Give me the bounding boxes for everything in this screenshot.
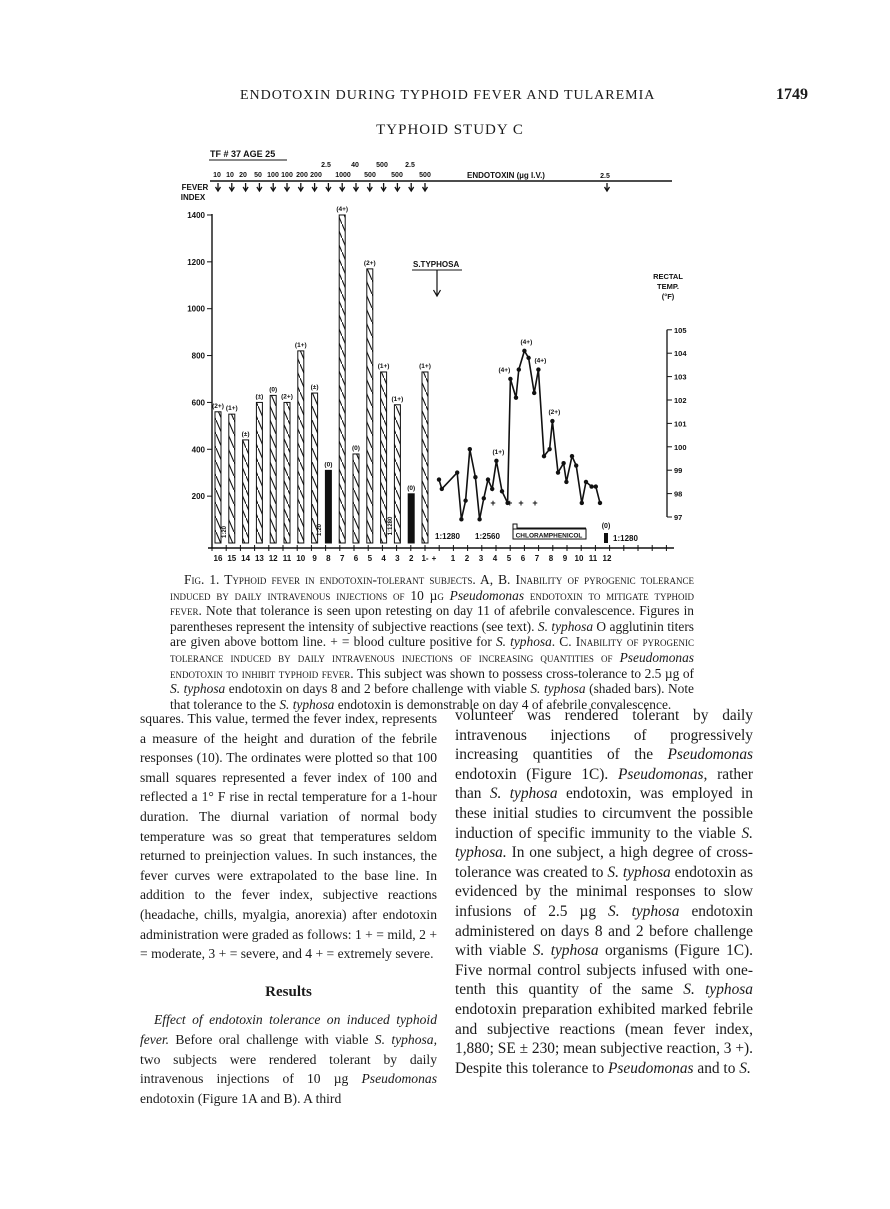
temperature-point: [594, 484, 598, 488]
text-segment: This subject was shown to possess cross-tolerance to 2.5 µg of: [353, 665, 694, 681]
x-tick-label: 16: [213, 554, 223, 563]
x-tick-label: +: [431, 554, 437, 563]
injection-arrow-icon: [340, 183, 345, 191]
temperature-point: [556, 470, 560, 474]
blood-culture-positive-marker: +: [490, 498, 496, 508]
dose-label: 500: [364, 172, 376, 179]
blood-culture-positive-marker: +: [507, 498, 513, 508]
titer-label: 1:1280: [613, 534, 638, 543]
temperature-point: [440, 487, 444, 491]
reaction-label: (±): [310, 384, 319, 392]
text-segment: S. typhosa: [495, 634, 552, 650]
fever-index-bar: [422, 372, 428, 543]
figure-title: TYPHOID STUDY C: [376, 122, 524, 138]
text-segment: endotoxin (Figure 1A and B). A third: [140, 1090, 342, 1106]
injection-arrow-icon: [423, 183, 428, 191]
fever-index-bar: [367, 269, 373, 543]
reaction-label: (2+): [363, 259, 376, 267]
x-tick-label: 3: [478, 554, 484, 563]
body-paragraph: [455, 706, 753, 1078]
fever-index-bar: [381, 372, 387, 543]
temp-tick-label: 101: [674, 419, 687, 429]
temperature-point: [490, 487, 494, 491]
temperature-curve: [439, 351, 600, 519]
reaction-label: (1+): [377, 362, 390, 370]
text-segment: endotoxin is demonstrable on day 4 of afebrile convalescence.: [334, 696, 672, 712]
text-segment: organisms (Figure 1C). Five normal control subjects infused with one-tenth this quantity of the same: [455, 942, 754, 999]
temperature-point: [522, 349, 526, 353]
endotoxin-axis-label: ENDOTOXIN (µg I.V.): [467, 171, 545, 180]
text-segment: S. typhosa: [170, 681, 226, 697]
temp-tick-label: 98: [674, 489, 683, 499]
temperature-point: [542, 454, 546, 458]
x-tick-label: 9: [562, 554, 568, 563]
running-head: ENDOTOXIN DURING TYPHOID FEVER AND TULAREMIA: [240, 88, 656, 103]
temp-tick-label: 97: [674, 513, 683, 522]
temperature-point: [574, 463, 578, 467]
fever-index-bar: [339, 215, 345, 543]
reaction-label: (1+): [391, 395, 404, 403]
temperature-point: [494, 459, 498, 463]
injection-arrow-icon: [367, 183, 372, 191]
titer-label: 1:20: [317, 523, 323, 537]
text-segment: Effect of endotoxin tolerance on induced typhoid fever.: [140, 1012, 437, 1047]
temperature-point: [536, 367, 540, 371]
fever-index-bar: [229, 414, 235, 543]
chloramphenicol-label: CHLORAMPHENICOL: [515, 532, 583, 540]
temperature-point: [482, 496, 486, 500]
fever-index-bar: [215, 412, 221, 543]
dose-label: 500: [391, 172, 403, 179]
text-segment: S. typhosa: [532, 942, 599, 960]
temperature-point: [561, 461, 565, 465]
text-segment: S. typhosa: [607, 863, 671, 881]
section-heading-results: Results: [265, 983, 312, 1000]
x-tick-label: 2: [408, 554, 414, 563]
text-segment: S.: [739, 1059, 751, 1077]
temperature-point: [547, 447, 551, 451]
challenge-label: S.TYPHOSA: [413, 260, 460, 269]
x-tick-label: 12: [268, 554, 278, 563]
temperature-point: [477, 517, 481, 521]
x-tick-label: 13: [254, 554, 264, 563]
temperature-point: [514, 395, 518, 399]
y-axis-label: FEVER: [181, 183, 209, 192]
injection-arrow-icon: [381, 183, 386, 191]
dose-label: 10: [226, 172, 234, 179]
injection-arrow-icon: [271, 183, 276, 191]
x-tick-label: 9: [312, 554, 317, 563]
text-segment: Inability of pyrogenic tolerance induced by daily intravenous injections of increasing quantities of: [170, 634, 695, 665]
temperature-point: [500, 489, 504, 493]
challenge-arrow-icon: [434, 270, 441, 296]
blood-culture-positive-marker: +: [518, 498, 524, 508]
fever-index-bar: [325, 470, 331, 543]
text-segment: endotoxin as evidenced by the minimal responses to slow infusions of 2.5 µg: [455, 863, 753, 920]
temperature-point: [570, 454, 574, 458]
x-tick-label: 11: [588, 554, 598, 563]
blood-culture-positive-marker: +: [532, 498, 538, 508]
temperature-point: [550, 419, 554, 423]
fever-index-bar: [394, 405, 400, 543]
fever-index-bar: [284, 402, 290, 543]
reaction-label: (4+): [520, 338, 533, 346]
reaction-label: (2+): [212, 402, 224, 410]
text-segment: endotoxin (Figure 1C).: [455, 765, 619, 783]
injection-arrow-icon: [605, 183, 610, 191]
text-segment: . C.: [551, 634, 576, 650]
titer-label: 1:2560: [475, 532, 500, 541]
injection-arrow-icon: [216, 183, 221, 191]
reaction-label: (0): [324, 461, 333, 469]
text-segment: S. typhosa: [683, 981, 753, 999]
temperature-point: [508, 377, 512, 381]
text-segment: endotoxin administered on days 8 and 2 before challenge with viable: [455, 902, 753, 960]
reaction-label: (0): [601, 523, 611, 530]
reaction-label: (4+): [534, 357, 547, 365]
late-dose-label: 2.5: [600, 173, 610, 180]
text-segment: and to: [693, 1059, 740, 1077]
text-segment: Pseudomonas: [667, 746, 753, 764]
left-column: [140, 709, 437, 1108]
text-segment: S. typhosa: [608, 902, 680, 920]
dose-label: 500: [376, 162, 388, 169]
dose-label: 50: [254, 172, 262, 179]
reaction-label: (4+): [336, 205, 349, 213]
temperature-point: [532, 391, 536, 395]
fever-index-bar: [353, 454, 359, 543]
text-segment: volunteer was rendered tolerant by daily intravenous injections of progressively increasing quantities of the: [455, 707, 753, 764]
x-tick-label: 5: [367, 554, 373, 563]
injection-arrow-icon: [409, 183, 414, 191]
temperature-point: [580, 501, 584, 505]
y-tick-label: 200: [191, 492, 205, 502]
x-tick-label: 7: [534, 554, 540, 563]
dose-label: 200: [296, 172, 308, 179]
text-segment: A, B.: [475, 572, 516, 587]
text-segment: endotoxin on days 8 and 2 before challenge with viable: [225, 681, 531, 697]
temperature-point: [589, 484, 593, 488]
x-tick-label: 11: [282, 554, 292, 563]
text-segment: Inability of pyrogenic tolerance induced by daily intravenous injections of: [170, 572, 694, 603]
x-tick-label: 1: [450, 554, 456, 563]
dose-label: 10: [213, 172, 221, 179]
temp-tick-label: 104: [674, 349, 687, 359]
injection-arrow-icon: [312, 183, 317, 191]
temperature-point: [459, 517, 463, 521]
titer-label: 1:1280: [388, 516, 394, 536]
dose-label: 2.5: [405, 162, 415, 169]
temperature-point: [455, 470, 459, 474]
text-segment: In one subject, a high degree of cross-tolerance was created to: [455, 844, 753, 881]
body-paragraph: [140, 1010, 437, 1108]
titer-label: 1:1280: [435, 532, 460, 541]
figure-1-chart: [0, 0, 890, 580]
injection-arrow-icon: [243, 183, 248, 191]
dose-label: 20: [239, 172, 247, 179]
dose-label: 500: [419, 172, 431, 179]
text-segment: squares. This value, termed the fever index, represents a measure of the height and duration of the febrile responses (10). The ordinates were plotted so that 100 small squares represented a fever index of 100 and reflected a 1° F rise in rectal temperature for a 1-hour duration. The diurnal variation of normal body temperature was so great that temperatures seldom returned to preinjection values. In such instances, the fever curves were extrapolated to the base line. In addition to the fever index, subjective reactions (headache, chills, myalgia, anorexia) after endotoxin administration were graded as follows: 1 + = mild, 2 + = moderate, 3 + = severe, and 4 + = extremely severe.: [140, 711, 437, 962]
y-tick-label: 400: [191, 445, 205, 455]
fever-index-bar: [256, 402, 262, 543]
reaction-label: (1+): [419, 362, 431, 370]
x-tick-label: 12: [602, 554, 612, 563]
dose-label: 2.5: [321, 162, 331, 169]
text-segment: two subjects were rendered tolerant by daily intravenous injections of 10 µg: [140, 1051, 437, 1087]
injection-arrow-icon: [298, 183, 303, 191]
temperature-point: [437, 477, 441, 481]
reaction-label: (0): [269, 386, 278, 394]
dose-label: 1000: [335, 172, 351, 179]
x-tick-label: 8: [326, 554, 331, 563]
text-segment: endotoxin to mitigate typhoid fever.: [170, 587, 694, 619]
reaction-label: (±): [241, 430, 250, 438]
dose-label: 40: [351, 162, 359, 169]
text-segment: O agglutinin titers are given above bottom line. + = blood culture positive for: [170, 618, 694, 650]
x-tick-label: 3: [395, 554, 400, 563]
y-tick-label: 600: [191, 398, 205, 408]
reaction-label: (0): [407, 484, 416, 492]
text-segment: Pseudomonas: [608, 1059, 694, 1077]
right-column: [455, 706, 753, 1078]
x-tick-label: 1-: [421, 554, 429, 563]
temperature-point: [486, 477, 490, 481]
dose-label: 100: [281, 172, 293, 179]
temperature-point: [463, 498, 467, 502]
x-tick-label: 6: [353, 554, 359, 563]
injection-arrow-icon: [229, 183, 234, 191]
text-segment: S. typhosa.: [455, 824, 753, 862]
text-segment: Pseudomonas: [619, 649, 694, 665]
text-segment: (shaded bars). Note that tolerance to the: [170, 681, 694, 712]
y2-axis-label: (°F): [661, 292, 675, 301]
reaction-label: (±): [255, 393, 264, 401]
x-tick-label: 7: [339, 554, 345, 563]
y2-axis-label: RECTAL: [653, 272, 683, 281]
y-tick-label: 1200: [187, 257, 205, 267]
reaction-label: (4+): [498, 366, 511, 374]
fever-index-bar: [312, 393, 318, 543]
injection-arrow-icon: [285, 183, 290, 191]
temp-tick-label: 100: [674, 442, 687, 452]
text-segment: S. typhosa: [537, 618, 594, 634]
reaction-label: (2+): [548, 409, 561, 417]
text-segment: Fig. 1.: [184, 572, 225, 587]
subject-label: TF # 37 AGE 25: [210, 149, 276, 159]
temperature-point: [468, 447, 472, 451]
x-tick-label: 5: [506, 554, 512, 563]
x-tick-label: 10: [296, 554, 306, 563]
x-tick-label: 4: [381, 554, 386, 563]
text-segment: endotoxin, was employed in these initial studies to circumvent the possible induction of specific immunity to the viable: [455, 785, 753, 842]
y-axis-label: INDEX: [180, 193, 206, 202]
x-tick-label: 8: [548, 554, 554, 563]
dose-label: 100: [267, 172, 279, 179]
fever-index-bar: [408, 494, 414, 543]
injection-arrow-icon: [326, 183, 331, 191]
temperature-point: [526, 356, 530, 360]
fever-index-bar: [298, 351, 304, 543]
temperature-point: [517, 367, 521, 371]
text-segment: 10 µ: [410, 587, 438, 603]
text-segment: endotoxin preparation exhibited marked febrile and subjective reactions (mean fever index, 1,880; SE ± 230; mean subjective reaction, 3 +). Despite this tolerance to: [455, 1000, 753, 1077]
temp-tick-label: 105: [674, 325, 687, 335]
temperature-point: [564, 480, 568, 484]
temperature-point: [598, 501, 602, 505]
injection-arrow-icon: [257, 183, 262, 191]
y-tick-label: 800: [191, 351, 205, 361]
page-number: 1749: [776, 86, 808, 103]
temperature-point: [473, 475, 477, 479]
text-segment: S. typhosa,: [374, 1031, 437, 1047]
x-tick-label: 2: [464, 554, 470, 563]
fever-index-bar: [243, 440, 249, 543]
temp-tick-label: 99: [674, 466, 683, 476]
text-segment: Pseudomonas,: [618, 765, 708, 783]
text-segment: endotoxin to inhibit typhoid fever.: [170, 665, 354, 681]
injection-arrow-icon: [395, 183, 400, 191]
titer-label: 1:20: [222, 525, 228, 539]
y-tick-label: 1400: [187, 210, 205, 220]
body-paragraph: [140, 709, 437, 964]
fever-index-bar: [270, 395, 276, 543]
late-test-bar: [604, 533, 608, 543]
x-tick-label: 10: [574, 554, 584, 563]
text-segment: Note that tolerance is seen upon retesting on day 11 of afebrile convalescence. Figures in parentheses represent the intensity of subjective reactions (see text).: [170, 603, 694, 634]
text-segment: Pseudomonas: [361, 1071, 437, 1087]
reaction-label: (1+): [294, 341, 307, 349]
reaction-label: (2+): [281, 393, 293, 401]
text-segment: rather than: [455, 765, 753, 803]
temp-tick-label: 102: [674, 396, 687, 405]
text-segment: Typhoid fever in endotoxin-tolerant subjects.: [224, 572, 476, 587]
figure-caption: [170, 572, 694, 712]
y-tick-label: 1000: [187, 304, 205, 314]
dose-label: 200: [310, 172, 322, 179]
text-segment: S. typhosa: [489, 785, 558, 803]
text-segment: S. typhosa: [530, 681, 586, 697]
x-tick-label: 14: [241, 554, 251, 563]
reaction-label: (0): [352, 444, 360, 452]
temperature-point: [584, 480, 588, 484]
text-segment: S. typhosa: [279, 696, 335, 712]
x-tick-label: 6: [520, 554, 526, 563]
text-segment: Before oral challenge with viable: [169, 1031, 375, 1047]
text-segment: Pseudomonas: [449, 587, 525, 603]
reaction-label: (1+): [492, 448, 505, 456]
x-tick-label: 4: [492, 554, 498, 563]
text-segment: g: [437, 587, 450, 603]
y2-axis-label: TEMP.: [657, 282, 679, 291]
x-tick-label: 15: [227, 554, 237, 563]
temp-tick-label: 103: [674, 372, 687, 382]
reaction-label: (1+): [225, 405, 238, 413]
injection-arrow-icon: [354, 183, 359, 191]
